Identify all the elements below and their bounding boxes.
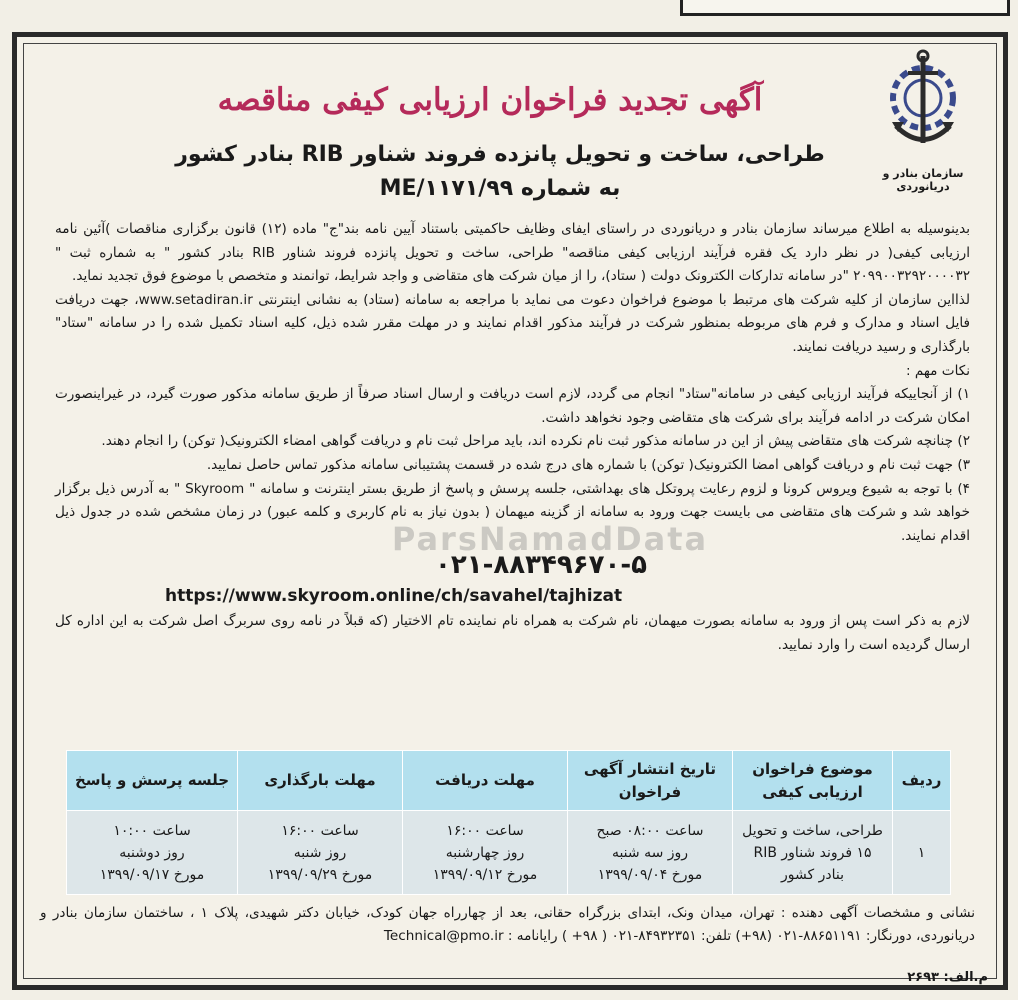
paragraph-intro: بدینوسیله به اطلاع میرساند سازمان بنادر و دریانوردی در راستای ایفای وظایف حاکمیتی باستناد آیین نامه بند"ج" ماده (۱۲) قانون برگزاری مناقصات )آئین نامه ارزیابی کیفی( در نظر دارد یک فقره فرآیند ارزیابی کیفی مناقصه" طراحی، ساخت و تحویل پانزده فروند شناور RIB بنادر کشور " به شماره ثبت " ۲۰۹۹۰۰۳۲۹۲۰۰۰۰۳۲ "در سامانه تدارکات الکترونک دولت ( ستاد)، را از میان شرکت های متقاضی و واجد شرایط، توانمند و متخصص با موضوع فوق تجدید نماید. — [55, 221, 970, 285]
table-row — [67, 811, 951, 895]
org-name: سازمان بنادر و دریانوردی — [882, 167, 964, 193]
header-receive-deadline: مهلت دریافت — [403, 751, 568, 811]
page-subtitle — [150, 138, 850, 206]
subtitle-line-1: طراحی، ساخت و تحویل پانزده فروند شناور RIB بنادر کشور — [175, 142, 825, 167]
table-header-row — [67, 751, 951, 811]
watermark: ParsNamadData — [391, 520, 709, 558]
note-3: ۳) جهت ثبت نام و دریافت گواهی امضا الکترونیک( توکن) با شماره های درج شده در قسمت پشتیبانی سامانه مذکور تماس حاصل نمایید. — [206, 456, 970, 473]
cell-upload-deadline: ساعت ۱۶:۰۰ روز شنبه مورخ ۱۳۹۹/۰۹/۲۹ — [238, 811, 403, 895]
paragraph-login-note: لازم به ذکر است پس از ورود به سامانه بصورت میهمان، نام شرکت به همراه نام نماینده تام الاختیار (که قبلاً در نامه روی سربرگ اصل شرکت به این اداره کل ارسال گردیده است را وارد نمایید. — [55, 613, 970, 653]
anchor-wheel-icon — [878, 48, 968, 163]
org-logo — [868, 48, 978, 198]
note-2: ۲) چنانچه شرکت های متقاضی پیش از این در سامانه مذکور ثبت نام نکرده اند، باید مراحل ثبت نام و دریافت گواهی امضاء الکترونیک( توکن) را انجام دهند. — [101, 433, 970, 450]
header-upload-deadline: مهلت بارگذاری — [238, 751, 403, 811]
subtitle-line-2: به شماره ۹۹/ME/۱۱۷۱ — [379, 176, 621, 201]
ad-body — [55, 218, 970, 658]
schedule-table — [66, 750, 951, 895]
cell-publish-date: ساعت ۰۸:۰۰ صبح روز سه شنبه مورخ ۱۳۹۹/۰۹/۰۴ — [568, 811, 733, 895]
note-4: ۴) با توجه به شیوع ویروس کرونا و لزوم رعایت پروتکل های بهداشتی، جلسه پرسش و پاسخ از طریق بستر اینترنت و سامانه " Skyroom " به آدرس ذیل برگزار خواهد شد و شرکت های متقاضی می بایست جهت ورود به سامانه از گزینه میهمان ( بدون نیاز به نام کاربری و کلمه عبور) در زمان مشخص شده در جدول ذیل اقدام نمایند. — [55, 480, 970, 544]
cell-subject: طراحی، ساخت و تحویل ۱۵ فروند شناور RIB بنادر کشور — [733, 811, 893, 895]
phone-number: ۰۲۱-۸۸۳۴۹۶۷۰-۵ — [435, 550, 648, 581]
header-qa-session: جلسه پرسش و پاسخ — [67, 751, 238, 811]
header-row-number: ردیف — [893, 751, 951, 811]
paragraph-invitation: لذااین سازمان از کلیه شرکت های مرتبط با موضوع فراخوان دعوت می نماید با مراجعه به سامانه (ستاد) به نشانی اینترنتی www.setadiran.ir، جهت دریافت فایل اسناد و مدارک و فرم های مربوطه بمنظور شرکت در فرآیند مذکور اقدام نمایند و در مهلت مقرر شده ذیل، کلیه اسناد تکمیل شده را در سامانه "ستاد" بارگذاری و رسید دریافت نمایند. — [55, 291, 971, 355]
header-subject: موضوع فراخوان ارزیابی کیفی — [733, 751, 893, 811]
header-publish-date: تاریخ انتشار آگهی فراخوان — [568, 751, 733, 811]
page-title: آگهی تجدید فراخوان ارزیابی کیفی مناقصه — [217, 82, 763, 118]
cell-row-number: ۱ — [893, 811, 951, 895]
cell-qa-session: ساعت ۱۰:۰۰ روز دوشنبه مورخ ۱۳۹۹/۰۹/۱۷ — [67, 811, 238, 895]
top-box — [680, 0, 1010, 16]
advertiser-address: نشانی و مشخصات آگهی دهنده : تهران، میدان ونک، ابتدای بزرگراه حقانی، بعد از چهارراه جهان کودک، خیابان دکتر شهیدی، پلاک ۱ ، ساختمان سازمان بنادر و دریانوردی، دورنگار: ۸۸۶۵۱۱۹۱-۰۲۱ (۹۸+) تلفن: ۸۴۹۳۲۳۵۱-۰۲۱ ( ۹۸+ ) رایانامه : Technical@pmo.ir — [40, 905, 975, 944]
note-1: ۱) از آنجاییکه فرآیند ارزیابی کیفی در سامانه"ستاد" انجام می گردد، لازم است دریافت و ارسال اسناد صرفاً از طریق سامانه مذکور صورت گیرد، در غیراینصورت امکان شرکت در ادامه فرآیند برای شرکت های متقاضی وجود نخواهد داشت. — [55, 386, 970, 426]
notes-label: نکات مهم : — [905, 362, 970, 379]
ad-code: م.الف: ۲۶۹۳ — [907, 970, 988, 985]
skyroom-url[interactable]: https://www.skyroom.online/ch/savahel/tajhizat — [165, 586, 623, 607]
cell-receive-deadline: ساعت ۱۶:۰۰ روز چهارشنبه مورخ ۱۳۹۹/۰۹/۱۲ — [403, 811, 568, 895]
